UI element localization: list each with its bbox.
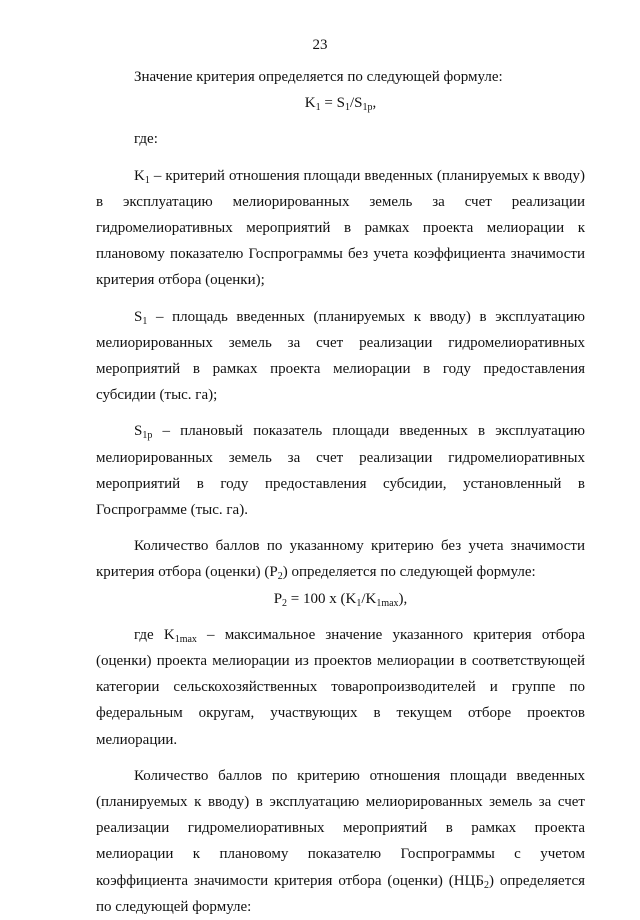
points-intro-tail: ) определяется по следующей формуле:	[282, 564, 536, 581]
formula-k1-subscript: 1	[315, 102, 321, 114]
formula-k1-symbol: K	[304, 95, 316, 112]
formula-p2-end: ),	[398, 590, 408, 607]
s1p-definition	[96, 418, 585, 523]
points-formula-intro	[96, 533, 585, 585]
where-label: где:	[134, 131, 158, 148]
formula-p2-subscript: 2	[282, 597, 288, 609]
page-number: 23	[312, 37, 328, 53]
formula-intro: Значение критерия определяется по следующей формуле:	[134, 69, 503, 85]
s1p-symbol: S	[134, 423, 143, 440]
kmax-subscript: 1max	[174, 633, 197, 645]
k1-definition	[96, 163, 585, 294]
formula-k1-divide: /S	[349, 95, 363, 112]
s1-definition-text: – площадь введенных (планируемых к вводу) в эксплуатацию мелиорированных земель за счет реализации гидромелиоративных мероприятий в рамках проекта мелиорации в году предоставления субсидии (тыс. га);	[96, 308, 585, 404]
formula-s1p-subscript: 1p	[362, 102, 373, 114]
k1-definition-text: – критерий отношения площади введенных (планируемых к вводу) в эксплуатацию мелиорированных земель за счет реализации гидромелиоративных мероприятий в рамках проекта мелиорации к плановому показателю Госпрограммы без учета коэффициента значимости критерия отбора (оценки);	[96, 167, 585, 289]
p2-subscript: 2	[277, 571, 283, 583]
s1-subscript: 1	[142, 315, 148, 327]
final-paragraph-tail: ) определяется по следующей формуле:	[96, 872, 585, 915]
s1p-subscript: 1p	[142, 430, 153, 442]
formula-k1-equals: = S	[320, 95, 345, 112]
ncb2-subscript: 2	[484, 879, 490, 891]
formula-p2-divide: /K	[361, 590, 377, 607]
final-paragraph-text: Количество баллов по критерию отношения площади введенных (планируемых к вводу) в эксплуатацию мелиорированных земель за счет реализации гидромелиоративных мероприятий в рамках проекта мелиорации к плановому показателю Госпрограммы с учетом коэффициента значимости критерия отбора (оценки) (НЦБ	[96, 767, 585, 889]
kmax-symbol: где K	[134, 626, 175, 643]
formula-k1-end: ,	[372, 95, 377, 112]
kmax-definition	[96, 622, 585, 753]
k1-symbol: K	[134, 167, 145, 184]
formula-p2-k1-subscript: 1	[356, 597, 362, 609]
formula-p2-kmax-subscript: 1max	[376, 597, 399, 609]
kmax-definition-text: – максимальное значение указанного критерия отбора (оценки) проекта мелиорации из проектов мелиорации в соответствующей категории сельскохозяйственных товаропроизводителей и группе по федеральным округам, участвующих в текущем отборе проектов мелиорации.	[96, 626, 585, 748]
formula-p2-middle: = 100 x (K	[287, 590, 357, 607]
document-body	[96, 64, 585, 920]
s1p-definition-text: – плановый показатель площади введенных в эксплуатацию мелиорированных земель за счет реализации гидромелиоративных мероприятий в году предоставления субсидии, установленный в Госпрограмме (тыс. га).	[96, 423, 585, 519]
points-intro-text: Количество баллов по указанному критерию без учета значимости критерия отбора (оценки) (P	[96, 538, 585, 581]
formula-s1-subscript: 1	[344, 102, 350, 114]
s1-symbol: S	[134, 308, 143, 325]
formula-p2	[96, 586, 585, 612]
final-paragraph	[96, 763, 585, 920]
k1-subscript: 1	[144, 174, 150, 186]
formula-p2-symbol: P	[273, 590, 283, 607]
s1-definition	[96, 304, 585, 409]
formula-k1	[96, 90, 585, 116]
